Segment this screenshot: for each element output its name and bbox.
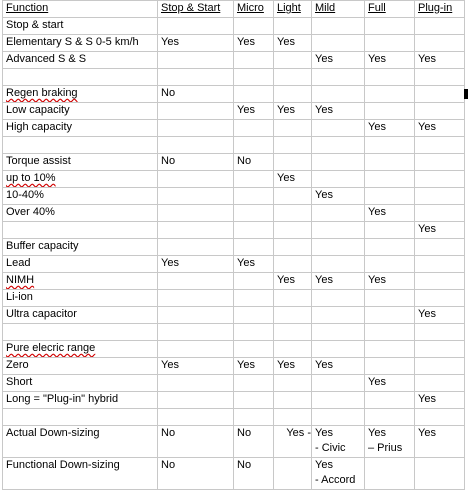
- value-cell[interactable]: [365, 35, 415, 52]
- value-cell[interactable]: [158, 273, 234, 290]
- value-cell[interactable]: [158, 86, 234, 103]
- value-cell[interactable]: [274, 86, 312, 103]
- row-label-cell[interactable]: [3, 137, 158, 154]
- value-cell[interactable]: [312, 35, 365, 52]
- table-row: [3, 290, 465, 307]
- value-cell[interactable]: [312, 69, 365, 86]
- cell-text: Zero: [6, 359, 29, 371]
- value-cell[interactable]: [234, 409, 274, 426]
- value-cell[interactable]: [158, 324, 234, 341]
- value-cell[interactable]: [312, 188, 365, 205]
- value-cell[interactable]: [415, 458, 465, 490]
- table-row: [3, 358, 465, 375]
- value-cell[interactable]: [415, 137, 465, 154]
- header-cell[interactable]: Stop & Start: [158, 1, 234, 18]
- cell-text: NIMH: [6, 274, 35, 286]
- value-cell[interactable]: [312, 458, 365, 490]
- value-cell[interactable]: [274, 103, 312, 120]
- table-row: [3, 375, 465, 392]
- row-label-cell[interactable]: [3, 35, 158, 52]
- cell-text: Yes: [315, 274, 333, 286]
- value-cell[interactable]: [274, 426, 312, 458]
- value-cell[interactable]: [158, 52, 234, 69]
- cell-text: Yes: [277, 359, 295, 371]
- cell-text: Yes: [315, 53, 333, 65]
- cell-line: – Prius: [368, 442, 403, 454]
- value-cell[interactable]: [415, 222, 465, 239]
- row-label-cell[interactable]: [3, 52, 158, 69]
- cell-text: Yes: [368, 274, 386, 286]
- value-cell[interactable]: [312, 52, 365, 69]
- value-cell[interactable]: [415, 154, 465, 171]
- value-cell[interactable]: [312, 290, 365, 307]
- value-cell[interactable]: [274, 188, 312, 205]
- value-cell[interactable]: [274, 409, 312, 426]
- cell-text: Yes: [418, 393, 436, 405]
- value-cell[interactable]: [312, 137, 365, 154]
- table-row: [3, 52, 465, 69]
- value-cell[interactable]: [312, 426, 365, 458]
- cell-text: Yes: [418, 53, 436, 65]
- cell-text: Yes: [368, 376, 386, 388]
- header-cell[interactable]: Mild: [312, 1, 365, 18]
- table-row: [3, 256, 465, 273]
- table-row: [3, 137, 465, 154]
- table-row: [3, 154, 465, 171]
- cell-text: No: [161, 459, 176, 471]
- cell-text: Long = "Plug-in" hybrid: [6, 393, 119, 405]
- value-cell[interactable]: [365, 290, 415, 307]
- header-cell[interactable]: Function: [3, 1, 158, 18]
- table-row: [3, 103, 465, 120]
- value-cell[interactable]: [415, 171, 465, 188]
- cell-text: Yes: [237, 359, 255, 371]
- value-cell[interactable]: [158, 426, 234, 458]
- value-cell[interactable]: [312, 205, 365, 222]
- cell-text: No: [161, 87, 176, 99]
- value-cell[interactable]: [274, 392, 312, 409]
- cell-text: Yes: [315, 359, 333, 371]
- table-row: [3, 426, 465, 458]
- table-row: [3, 273, 465, 290]
- value-cell[interactable]: [415, 69, 465, 86]
- value-cell[interactable]: [365, 222, 415, 239]
- cell-text: Yes: [368, 53, 386, 65]
- value-cell[interactable]: [365, 256, 415, 273]
- value-cell[interactable]: [158, 120, 234, 137]
- value-cell[interactable]: [415, 120, 465, 137]
- value-cell[interactable]: [415, 375, 465, 392]
- value-cell[interactable]: [158, 358, 234, 375]
- cell-text: Yes: [277, 104, 295, 116]
- value-cell[interactable]: [234, 392, 274, 409]
- cell-text: Yes: [418, 308, 436, 320]
- table-row: [3, 409, 465, 426]
- header-row: [3, 1, 465, 18]
- value-cell[interactable]: [158, 307, 234, 324]
- row-label-cell[interactable]: [3, 120, 158, 137]
- value-cell[interactable]: [274, 35, 312, 52]
- cell-text: No: [161, 155, 176, 167]
- cell-text: Yes: [368, 121, 386, 133]
- value-cell[interactable]: [234, 375, 274, 392]
- value-cell[interactable]: [415, 307, 465, 324]
- value-cell[interactable]: [312, 392, 365, 409]
- row-marker: [464, 89, 468, 99]
- row-label-cell[interactable]: [3, 18, 158, 35]
- value-cell[interactable]: [312, 18, 365, 35]
- value-cell[interactable]: [415, 239, 465, 256]
- value-cell[interactable]: [234, 256, 274, 273]
- value-cell[interactable]: [234, 273, 274, 290]
- cell-text: 10-40%: [6, 189, 44, 201]
- cell-text: No: [237, 155, 252, 167]
- value-cell[interactable]: [365, 154, 415, 171]
- cell-text: Yes: [418, 427, 436, 439]
- cell-text: Torque assist: [6, 155, 71, 167]
- cell-text: Functional Down-sizing: [6, 459, 120, 471]
- cell-text: Over 40%: [6, 206, 55, 218]
- value-cell[interactable]: [234, 222, 274, 239]
- value-cell[interactable]: [365, 358, 415, 375]
- value-cell[interactable]: [234, 171, 274, 188]
- value-cell[interactable]: [234, 18, 274, 35]
- value-cell[interactable]: [274, 137, 312, 154]
- value-cell[interactable]: [234, 86, 274, 103]
- value-cell[interactable]: [274, 290, 312, 307]
- value-cell[interactable]: [365, 188, 415, 205]
- value-cell[interactable]: [415, 290, 465, 307]
- cell-text: Pure elecric range: [6, 342, 96, 354]
- header-cell[interactable]: Full: [365, 1, 415, 18]
- value-cell[interactable]: [274, 375, 312, 392]
- header-cell[interactable]: Plug-in: [415, 1, 465, 18]
- value-cell[interactable]: [415, 52, 465, 69]
- value-cell[interactable]: [312, 86, 365, 103]
- value-cell[interactable]: [312, 239, 365, 256]
- cell-text: Yes -: [286, 427, 311, 439]
- value-cell[interactable]: [158, 154, 234, 171]
- value-cell[interactable]: [415, 358, 465, 375]
- value-cell[interactable]: [415, 86, 465, 103]
- row-label-cell[interactable]: [3, 188, 158, 205]
- value-cell[interactable]: [274, 69, 312, 86]
- value-cell[interactable]: [415, 256, 465, 273]
- cell-text: Yes: [161, 36, 179, 48]
- row-label-cell[interactable]: [3, 239, 158, 256]
- value-cell[interactable]: [234, 324, 274, 341]
- value-cell[interactable]: [234, 426, 274, 458]
- table-row: [3, 205, 465, 222]
- cell-text: Elementary S & S 0-5 km/h: [6, 36, 139, 48]
- value-cell[interactable]: [312, 358, 365, 375]
- value-cell[interactable]: [234, 307, 274, 324]
- cell-line: Yes: [315, 427, 333, 439]
- table-row: [3, 341, 465, 358]
- table-row: [3, 239, 465, 256]
- value-cell[interactable]: [274, 18, 312, 35]
- value-cell[interactable]: [274, 239, 312, 256]
- row-label-cell[interactable]: [3, 341, 158, 358]
- table-row: [3, 86, 465, 103]
- cell-text: Yes: [237, 104, 255, 116]
- value-cell[interactable]: [274, 256, 312, 273]
- value-cell[interactable]: [415, 324, 465, 341]
- row-label-cell[interactable]: [3, 86, 158, 103]
- row-label-cell[interactable]: [3, 392, 158, 409]
- value-cell[interactable]: [158, 290, 234, 307]
- value-cell[interactable]: [312, 324, 365, 341]
- value-cell[interactable]: [365, 103, 415, 120]
- row-label-cell[interactable]: [3, 375, 158, 392]
- row-label-cell[interactable]: [3, 171, 158, 188]
- value-cell[interactable]: [365, 324, 415, 341]
- value-cell[interactable]: [365, 205, 415, 222]
- value-cell[interactable]: [312, 256, 365, 273]
- value-cell[interactable]: [158, 69, 234, 86]
- value-cell[interactable]: [365, 273, 415, 290]
- cell-line: - Civic: [315, 442, 346, 454]
- value-cell[interactable]: [234, 154, 274, 171]
- row-label-cell[interactable]: [3, 222, 158, 239]
- cell-text: Yes: [161, 359, 179, 371]
- value-cell[interactable]: [365, 171, 415, 188]
- value-cell[interactable]: [312, 307, 365, 324]
- value-cell[interactable]: [365, 426, 415, 458]
- cell-text: Yes: [277, 274, 295, 286]
- cell-text: Ultra capacitor: [6, 308, 77, 320]
- cell-text: Regen braking: [6, 87, 78, 99]
- value-cell[interactable]: [415, 426, 465, 458]
- value-cell[interactable]: [158, 375, 234, 392]
- value-cell[interactable]: [158, 188, 234, 205]
- value-cell[interactable]: [274, 324, 312, 341]
- table-row: [3, 324, 465, 341]
- value-cell[interactable]: [365, 52, 415, 69]
- cell-text: Yes: [368, 206, 386, 218]
- value-cell[interactable]: [274, 222, 312, 239]
- value-cell[interactable]: [312, 103, 365, 120]
- row-label-cell[interactable]: [3, 409, 158, 426]
- value-cell[interactable]: [312, 154, 365, 171]
- table-row: [3, 35, 465, 52]
- table-row: [3, 222, 465, 239]
- table-body: [3, 1, 465, 490]
- value-cell[interactable]: [158, 409, 234, 426]
- cell-text: Yes: [161, 257, 179, 269]
- value-cell[interactable]: [234, 341, 274, 358]
- cell-text: Yes: [277, 36, 295, 48]
- cell-text: Yes: [315, 104, 333, 116]
- value-cell[interactable]: [158, 458, 234, 490]
- table-row: [3, 188, 465, 205]
- value-cell[interactable]: [234, 239, 274, 256]
- table-row: [3, 18, 465, 35]
- value-cell[interactable]: [274, 205, 312, 222]
- value-cell[interactable]: [234, 52, 274, 69]
- value-cell[interactable]: [158, 256, 234, 273]
- cell-text: No: [161, 427, 176, 439]
- value-cell[interactable]: [274, 154, 312, 171]
- cell-text: Yes: [237, 257, 255, 269]
- value-cell[interactable]: [274, 307, 312, 324]
- value-cell[interactable]: [365, 120, 415, 137]
- value-cell[interactable]: [158, 341, 234, 358]
- value-cell[interactable]: [365, 375, 415, 392]
- row-label-cell[interactable]: [3, 290, 158, 307]
- cell-text: Yes: [418, 121, 436, 133]
- value-cell[interactable]: [415, 18, 465, 35]
- value-cell[interactable]: [234, 69, 274, 86]
- value-cell[interactable]: [365, 458, 415, 490]
- value-cell[interactable]: [158, 239, 234, 256]
- cell-text: Short: [6, 376, 33, 388]
- value-cell[interactable]: [312, 409, 365, 426]
- value-cell[interactable]: [365, 137, 415, 154]
- value-cell[interactable]: [234, 137, 274, 154]
- row-label-cell[interactable]: [3, 324, 158, 341]
- value-cell[interactable]: [312, 375, 365, 392]
- value-cell[interactable]: [415, 392, 465, 409]
- value-cell[interactable]: [158, 222, 234, 239]
- value-cell[interactable]: [158, 137, 234, 154]
- cell-text: Yes: [418, 223, 436, 235]
- value-cell[interactable]: [415, 409, 465, 426]
- value-cell[interactable]: [365, 341, 415, 358]
- cell-text: Lead: [6, 257, 31, 269]
- row-label-cell[interactable]: [3, 358, 158, 375]
- value-cell[interactable]: [312, 120, 365, 137]
- value-cell[interactable]: [234, 35, 274, 52]
- value-cell[interactable]: [274, 171, 312, 188]
- cell-text: Buffer capacity: [6, 240, 79, 252]
- value-cell[interactable]: [158, 392, 234, 409]
- value-cell[interactable]: [415, 188, 465, 205]
- value-cell[interactable]: [365, 392, 415, 409]
- cell-line: Yes: [368, 427, 386, 439]
- value-cell[interactable]: [234, 290, 274, 307]
- value-cell[interactable]: [415, 205, 465, 222]
- cell-line: - Accord: [315, 474, 356, 486]
- value-cell[interactable]: [158, 103, 234, 120]
- cell-line: Yes: [315, 459, 333, 471]
- value-cell[interactable]: [365, 239, 415, 256]
- value-cell[interactable]: [234, 188, 274, 205]
- value-cell[interactable]: [274, 458, 312, 490]
- table-row: [3, 171, 465, 188]
- value-cell[interactable]: [158, 205, 234, 222]
- value-cell[interactable]: [234, 205, 274, 222]
- value-cell[interactable]: [312, 341, 365, 358]
- row-label-cell[interactable]: [3, 103, 158, 120]
- value-cell[interactable]: [274, 120, 312, 137]
- value-cell[interactable]: [312, 273, 365, 290]
- cell-text: Advanced S & S: [6, 53, 87, 65]
- value-cell[interactable]: [274, 273, 312, 290]
- value-cell[interactable]: [234, 358, 274, 375]
- cell-text: up to 10%: [6, 172, 56, 184]
- table-row: [3, 120, 465, 137]
- row-label-cell[interactable]: [3, 256, 158, 273]
- value-cell[interactable]: [415, 341, 465, 358]
- value-cell[interactable]: [415, 35, 465, 52]
- cell-text: Yes: [237, 36, 255, 48]
- header-cell[interactable]: Micro: [234, 1, 274, 18]
- value-cell[interactable]: [234, 120, 274, 137]
- value-cell[interactable]: [415, 103, 465, 120]
- cell-text: Low capacity: [6, 104, 70, 116]
- value-cell[interactable]: [312, 222, 365, 239]
- cell-text: No: [237, 427, 252, 439]
- table-row: [3, 69, 465, 86]
- value-cell[interactable]: [312, 171, 365, 188]
- row-label-cell[interactable]: [3, 69, 158, 86]
- header-cell[interactable]: Light: [274, 1, 312, 18]
- feature-table: [2, 0, 465, 490]
- cell-text: Li-ion: [6, 291, 33, 303]
- row-label-cell[interactable]: [3, 458, 158, 490]
- table-row: [3, 307, 465, 324]
- row-label-cell[interactable]: [3, 426, 158, 458]
- value-cell[interactable]: [365, 86, 415, 103]
- value-cell[interactable]: [365, 18, 415, 35]
- value-cell[interactable]: [274, 52, 312, 69]
- cell-text: Yes: [277, 172, 295, 184]
- table-row: [3, 392, 465, 409]
- cell-text: Actual Down-sizing: [6, 427, 100, 439]
- value-cell[interactable]: [234, 458, 274, 490]
- cell-text: No: [237, 459, 252, 471]
- cell-text: Stop & start: [6, 19, 64, 31]
- value-cell[interactable]: [234, 103, 274, 120]
- value-cell[interactable]: [274, 341, 312, 358]
- value-cell[interactable]: [274, 358, 312, 375]
- row-label-cell[interactable]: [3, 154, 158, 171]
- cell-text: High capacity: [6, 121, 73, 133]
- row-label-cell[interactable]: [3, 205, 158, 222]
- value-cell[interactable]: [365, 409, 415, 426]
- row-label-cell[interactable]: [3, 273, 158, 290]
- cell-text: Yes: [315, 189, 333, 201]
- value-cell[interactable]: [158, 171, 234, 188]
- value-cell[interactable]: [365, 69, 415, 86]
- value-cell[interactable]: [158, 18, 234, 35]
- row-label-cell[interactable]: [3, 307, 158, 324]
- value-cell[interactable]: [158, 35, 234, 52]
- value-cell[interactable]: [415, 273, 465, 290]
- table-row: [3, 458, 465, 490]
- value-cell[interactable]: [365, 307, 415, 324]
